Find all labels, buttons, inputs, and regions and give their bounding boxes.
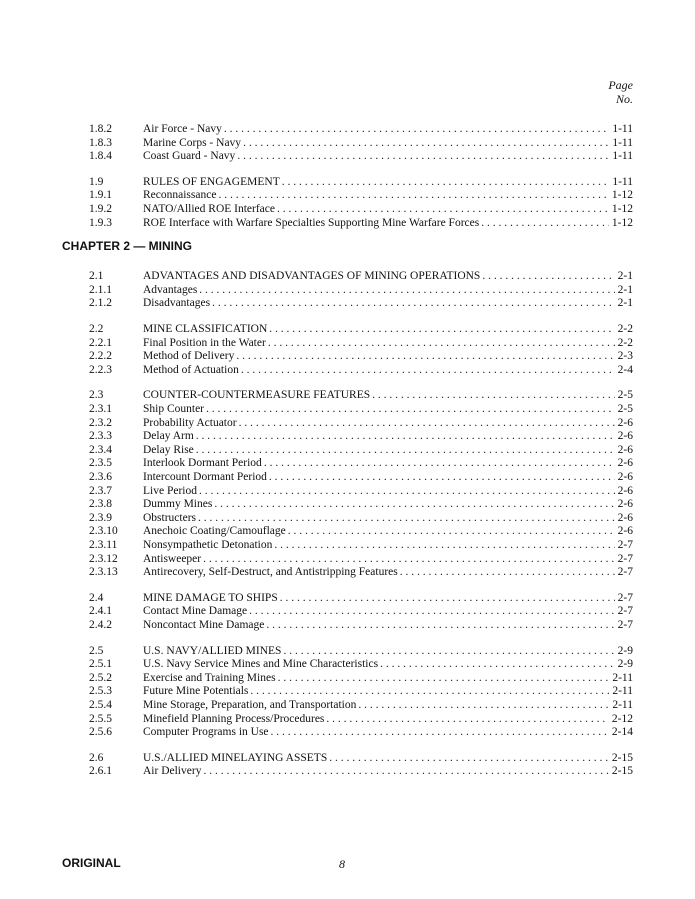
toc-leader-dots: [250, 684, 609, 698]
toc-leader-dots: [283, 644, 614, 658]
toc-entry-page: 2-15: [611, 751, 633, 764]
toc-entry-page: 2-6: [617, 443, 633, 456]
toc-entry-number: 2.1.2: [89, 297, 112, 310]
toc-entry-title: COUNTER-COUNTERMEASURE FEATURES: [143, 389, 371, 402]
toc-entry-title: Method of Delivery: [143, 350, 235, 363]
toc-entry-number: 1.9.2: [89, 203, 112, 215]
toc-entry-number: 2.5.6: [89, 726, 112, 739]
toc-entry[interactable]: [89, 712, 633, 726]
toc-leader-dots: [237, 149, 609, 163]
toc-entry-number: 1.9.1: [89, 189, 112, 202]
toc-entry[interactable]: [89, 322, 633, 336]
toc-entry-page: 2-6: [617, 511, 633, 524]
toc-entry-page: 2-6: [617, 471, 633, 483]
toc-entry[interactable]: [89, 188, 633, 202]
toc-entry-page: 2-2: [617, 323, 633, 335]
toc-entry-number: 2.2: [89, 323, 104, 335]
toc-entry-page: 2-6: [617, 484, 633, 497]
toc-entry-number: 2.5: [89, 644, 104, 657]
toc-entry-title: MINE DAMAGE TO SHIPS: [143, 591, 278, 604]
toc-leader-dots: [400, 565, 615, 579]
toc-entry[interactable]: [89, 497, 633, 511]
toc-leader-dots: [203, 552, 615, 566]
toc-entry-number: 2.5.4: [89, 699, 112, 711]
toc-entry[interactable]: [89, 363, 633, 377]
toc-entry[interactable]: [89, 388, 633, 402]
toc-leader-dots: [288, 524, 615, 538]
toc-leader-dots: [269, 322, 614, 336]
toc-entry[interactable]: [89, 149, 633, 163]
toc-entry-number: 2.6.1: [89, 765, 112, 778]
toc-entry-title: Nonsympathetic Detonation: [143, 539, 273, 551]
toc-entry[interactable]: [89, 296, 633, 310]
toc-entry-title: Delay Rise: [143, 443, 194, 456]
toc-leader-dots: [224, 122, 609, 136]
page-no-label: No.: [615, 92, 633, 106]
toc-entry-title: Minefield Planning Process/Procedures: [143, 712, 325, 725]
toc-leader-dots: [278, 671, 610, 685]
toc-entry-number: 2.1: [89, 270, 104, 283]
toc-entry-page: 1-12: [611, 203, 633, 215]
toc-entry-title: Anechoic Coating/Camouflage: [143, 525, 286, 538]
toc-entry-number: 2.3.2: [89, 416, 112, 429]
toc-leader-dots: [277, 202, 609, 216]
toc-leader-dots: [482, 269, 614, 283]
chapter-heading: CHAPTER 2 — MINING: [62, 239, 193, 254]
toc-entry-page: 2-5: [617, 389, 633, 402]
toc-entry-number: 2.1.1: [89, 283, 112, 296]
toc-entry-page: 2-1: [617, 283, 633, 296]
toc-entry[interactable]: [89, 657, 633, 671]
toc-entry[interactable]: [89, 269, 633, 283]
toc-entry-number: 2.3.3: [89, 430, 112, 443]
toc-entry-number: 2.3.10: [89, 525, 118, 538]
toc-entry-title: Coast Guard - Navy: [143, 150, 236, 163]
toc-entry-number: 1.9.3: [89, 216, 112, 229]
toc-entry[interactable]: [89, 416, 633, 430]
toc-entry-page: 2-2: [617, 336, 633, 349]
toc-entry-page: 2-6: [617, 525, 633, 538]
toc-entry-number: 1.8.4: [89, 150, 112, 163]
toc-leader-dots: [326, 712, 608, 726]
toc-entry-number: 2.3.7: [89, 484, 112, 497]
toc-entry-title: Live Period: [143, 484, 197, 497]
toc-leader-dots: [203, 764, 608, 778]
toc-entry-number: 2.3.11: [89, 539, 118, 551]
toc-entry-title: Antisweeper: [143, 552, 202, 565]
toc-entry-number: 2.3.1: [89, 403, 112, 415]
toc-entry-page: 1-11: [612, 175, 633, 188]
toc-leader-dots: [212, 296, 615, 310]
toc-entry-number: 2.4.1: [89, 605, 112, 618]
toc-leader-dots: [380, 657, 615, 671]
toc-entry[interactable]: [89, 456, 633, 470]
toc-entry-page: 2-1: [617, 297, 633, 310]
toc-entry[interactable]: [89, 484, 633, 498]
toc-entry[interactable]: [89, 283, 633, 297]
toc-entry-page: 2-6: [617, 457, 633, 470]
toc-entry[interactable]: [89, 202, 633, 216]
toc-entry-title: Probability Actuator: [143, 416, 237, 429]
toc-entry-number: 2.3.5: [89, 457, 112, 470]
toc-entry-number: 2.3.9: [89, 511, 112, 524]
page-column-header: [608, 78, 633, 106]
toc-entry[interactable]: [89, 698, 633, 712]
toc-entry-title: Final Position in the Water: [143, 336, 266, 349]
toc-entry-title: Disadvantages: [143, 297, 211, 310]
toc-entry-page: 2-7: [617, 539, 633, 551]
toc-entry-page: 2-5: [617, 403, 633, 415]
toc-entry-title: Air Delivery: [143, 765, 202, 778]
toc-leader-dots: [280, 591, 615, 605]
toc-entry[interactable]: [89, 684, 633, 698]
toc-leader-dots: [264, 456, 615, 470]
toc-entry-title: Ship Counter: [143, 403, 205, 415]
toc-entry-number: 2.5.2: [89, 671, 112, 684]
toc-entry-title: Future Mine Potentials: [143, 685, 249, 698]
toc-leader-dots: [206, 402, 615, 416]
toc-entry-title: ROE Interface with Warfare Specialties Supporting Mine Warfare Forces: [143, 216, 480, 229]
toc-leader-dots: [199, 484, 615, 498]
toc-entry[interactable]: [89, 443, 633, 457]
toc-entry-page: 1-12: [611, 189, 633, 202]
toc-entry-title: Intercount Dormant Period: [143, 471, 267, 483]
toc-entry[interactable]: [89, 349, 633, 363]
toc-leader-dots: [236, 349, 614, 363]
toc-leader-dots: [199, 283, 614, 297]
toc-leader-dots: [372, 388, 615, 402]
toc-entry-page: 1-12: [611, 216, 633, 229]
toc-entry-page: 2-7: [617, 552, 633, 565]
toc-entry-number: 2.3.6: [89, 471, 112, 483]
toc-entry-title: Dummy Mines: [143, 498, 213, 511]
toc-entry-page: 2-3: [617, 350, 633, 363]
toc-entry-title: RULES OF ENGAGEMENT: [143, 175, 280, 188]
toc-entry-title: Reconnaissance: [143, 189, 217, 202]
toc-entry-page: 2-6: [617, 416, 633, 429]
toc-leader-dots: [274, 538, 614, 552]
toc-entry[interactable]: [89, 216, 633, 230]
toc-leader-dots: [358, 698, 609, 712]
toc-entry[interactable]: [89, 751, 633, 765]
toc-leader-dots: [214, 497, 614, 511]
toc-entry-title: Obstructers: [143, 511, 197, 524]
toc-entry-title: U.S./ALLIED MINELAYING ASSETS: [143, 751, 328, 764]
toc-entry-number: 2.3.13: [89, 566, 118, 579]
toc-leader-dots: [481, 216, 609, 230]
toc-entry[interactable]: [89, 336, 633, 350]
toc-entry-page: 2-14: [611, 726, 633, 739]
toc-entry[interactable]: [89, 175, 633, 189]
toc-entry[interactable]: [89, 122, 633, 136]
document-status: ORIGINAL: [62, 856, 121, 870]
toc-entry-page: 2-6: [617, 498, 633, 511]
toc-entry-number: 2.2.1: [89, 336, 112, 349]
toc-leader-dots: [271, 725, 609, 739]
toc-entry-title: ADVANTAGES AND DISADVANTAGES OF MINING OPERATIONS: [143, 270, 481, 283]
toc-entry-number: 2.3.4: [89, 443, 112, 456]
toc-entry[interactable]: [89, 511, 633, 525]
toc-entry-title: Advantages: [143, 283, 198, 296]
toc-entry[interactable]: [89, 618, 633, 632]
toc-entry[interactable]: [89, 524, 633, 538]
toc-leader-dots: [282, 175, 610, 189]
toc-entry-number: 1.8.2: [89, 123, 112, 135]
toc-entry-title: Computer Programs in Use: [143, 726, 269, 739]
toc-entry-number: 2.2.2: [89, 350, 112, 363]
toc-entry-page: 2-15: [611, 765, 633, 778]
toc-entry-title: Air Force - Navy: [143, 123, 222, 135]
toc-entry-page: 2-1: [617, 270, 633, 283]
toc-leader-dots: [266, 618, 614, 632]
toc-entry[interactable]: [89, 591, 633, 605]
toc-entry[interactable]: [89, 764, 633, 778]
toc-entry-title: MINE CLASSIFICATION: [143, 323, 268, 335]
toc-entry-title: Interlook Dormant Period: [143, 457, 262, 470]
toc-entry-number: 2.6: [89, 751, 104, 764]
toc-entry[interactable]: [89, 552, 633, 566]
toc-entry-number: 2.4: [89, 591, 104, 604]
toc-entry[interactable]: [89, 671, 633, 685]
page-number: 8: [339, 857, 345, 871]
toc-leader-dots: [196, 443, 615, 457]
toc-entry-title: Mine Storage, Preparation, and Transportation: [143, 699, 357, 711]
toc-leader-dots: [249, 604, 615, 618]
toc-entry-title: U.S. NAVY/ALLIED MINES: [143, 644, 282, 657]
toc-entry-number: 2.2.3: [89, 363, 112, 376]
toc-leader-dots: [239, 416, 615, 430]
toc-entry-number: 2.4.2: [89, 619, 112, 631]
toc-entry-number: 2.3: [89, 389, 104, 402]
toc-entry-page: 2-11: [612, 671, 633, 684]
toc-entry-page: 2-7: [617, 605, 633, 618]
toc-entry-page: 2-7: [617, 619, 633, 631]
toc-entry[interactable]: [89, 402, 633, 416]
toc-leader-dots: [198, 511, 615, 525]
toc-entry-number: 2.5.3: [89, 685, 112, 698]
toc-entry-page: 2-7: [617, 566, 633, 579]
toc-entry[interactable]: [89, 470, 633, 484]
toc-entry-title: Contact Mine Damage: [143, 605, 248, 618]
toc-entry-page: 2-6: [617, 430, 633, 443]
toc-entry-title: U.S. Navy Service Mines and Mine Characteristics: [143, 658, 379, 671]
toc-entry-page: 2-12: [611, 712, 633, 725]
toc-entry-title: Delay Arm: [143, 430, 194, 443]
toc-entry-page: 2-4: [617, 363, 633, 376]
toc-entry-title: Noncontact Mine Damage: [143, 619, 265, 631]
toc-entry-number: 1.8.3: [89, 136, 112, 149]
toc-entry-page: 2-7: [617, 591, 633, 604]
toc-entry[interactable]: [89, 565, 633, 579]
toc-entry[interactable]: [89, 136, 633, 150]
toc-entry-title: NATO/Allied ROE Interface: [143, 203, 275, 215]
toc-leader-dots: [243, 136, 609, 150]
toc-entry[interactable]: [89, 604, 633, 618]
toc-entry-page: 2-9: [617, 658, 633, 671]
toc-entry-number: 2.5.5: [89, 712, 112, 725]
toc-entry-page: 2-11: [612, 685, 633, 698]
toc-leader-dots: [218, 188, 608, 202]
toc-entry-page: 1-11: [612, 136, 633, 149]
toc-entry-number: 2.3.8: [89, 498, 112, 511]
toc-entry[interactable]: [89, 725, 633, 739]
toc-entry-page: 1-11: [612, 123, 633, 135]
toc-entry-page: 1-11: [612, 150, 633, 163]
toc-entry-title: Exercise and Training Mines: [143, 671, 276, 684]
toc-entry-number: 1.9: [89, 175, 104, 188]
toc-entry[interactable]: [89, 538, 633, 552]
toc-entry-title: Method of Actuation: [143, 363, 239, 376]
page-label: Page: [608, 78, 633, 92]
toc-leader-dots: [268, 336, 615, 350]
toc-entry-number: 2.5.1: [89, 658, 112, 671]
toc-leader-dots: [269, 470, 615, 484]
toc-leader-dots: [241, 363, 615, 377]
toc-entry[interactable]: [89, 429, 633, 443]
toc-entry-number: 2.3.12: [89, 552, 118, 565]
toc-entry[interactable]: [89, 644, 633, 658]
toc-leader-dots: [329, 751, 609, 765]
toc-leader-dots: [196, 429, 615, 443]
toc-entry-title: Antirecovery, Self-Destruct, and Antistripping Features: [143, 566, 398, 579]
toc-entry-title: Marine Corps - Navy: [143, 136, 242, 149]
toc-entry-page: 2-9: [617, 644, 633, 657]
toc-entry-page: 2-11: [612, 699, 633, 711]
